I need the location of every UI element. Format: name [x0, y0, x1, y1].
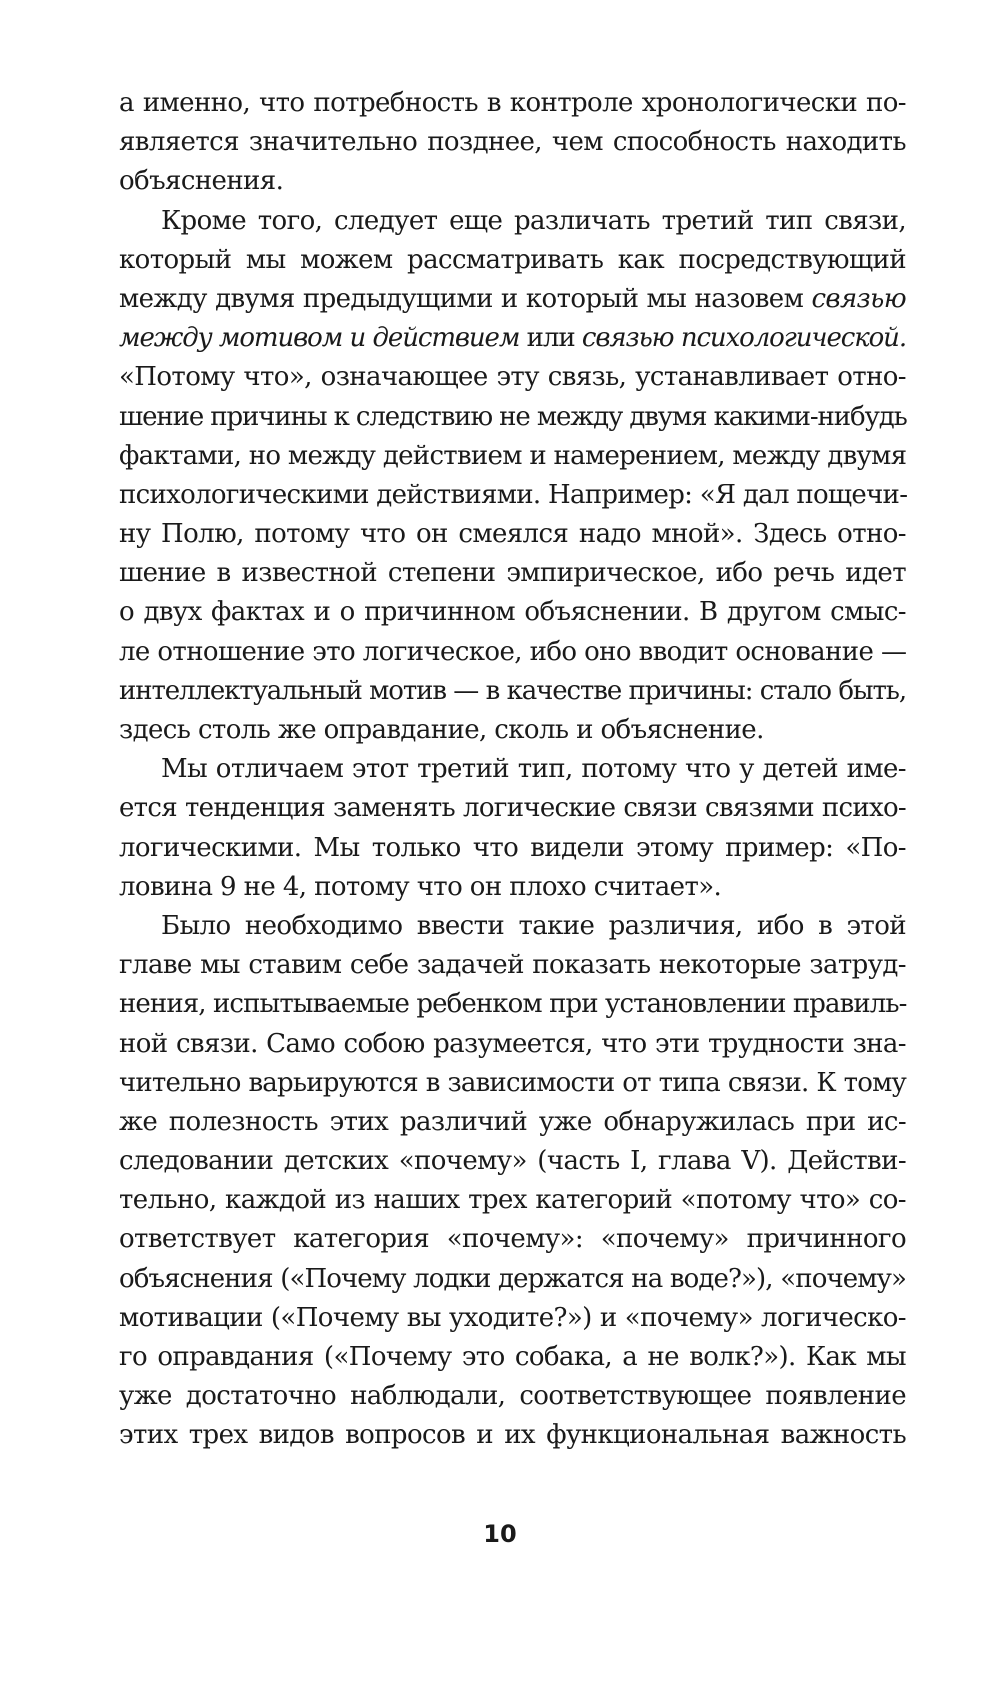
text-line: ну Полю, потому что он смеялся надо мной». Здесь отно-	[119, 519, 906, 550]
text-line: нения, испытываемые ребенком при установлении правиль-	[119, 989, 907, 1020]
text-line: объяснения.	[119, 166, 284, 197]
text-line: уже достаточно наблюдали, соответствующее появление	[119, 1381, 906, 1412]
text-line: главе мы ставим себе задачей показать некоторые затруд-	[119, 950, 906, 981]
text-line: тельно, каждой из наших трех категорий «потому что» со-	[119, 1185, 906, 1216]
text-line: же полезность этих различий уже обнаружилась при ис-	[119, 1106, 906, 1137]
text-line: ответствует категория «почему»: «почему» причинного	[119, 1224, 906, 1255]
text-line: ловина 9 не 4, потому что он плохо считает».	[119, 871, 722, 902]
text-line: является значительно позднее, чем способность находить	[119, 127, 906, 158]
text-line: мотивации («Почему вы уходите?») и «почему» логическо-	[119, 1302, 906, 1333]
text-line: о двух фактах и о причинном объяснении. В другом смыс-	[119, 597, 906, 628]
text-line: а именно, что потребность в контроле хронологически по-	[119, 88, 906, 118]
text-line: ле отношение это логическое, ибо оно вводит основание —	[119, 636, 907, 667]
text-line: логическими. Мы только что видели этому пример: «По-	[119, 832, 906, 863]
text-line: объяснения («Почему лодки держатся на воде?»), «почему»	[119, 1263, 906, 1294]
text-line: этих трех видов вопросов и их функциональная важность	[119, 1420, 906, 1451]
text-line: здесь столь же оправдание, сколь и объяснение.	[119, 715, 764, 745]
text-line: «Потому что», означающее эту связь, устанавливает отно-	[119, 362, 906, 393]
text-line: фактами, но между действием и намерением, между двумя	[119, 440, 907, 471]
text-line: го оправдания («Почему это собака, а не волк?»). Как мы	[119, 1342, 906, 1372]
text-line: Мы отличаем этот третий тип, потому что у детей име-	[161, 754, 906, 785]
text-line: Было необходимо ввести такие различия, ибо в этой	[161, 910, 906, 941]
body-text	[119, 84, 906, 1456]
text-line: интеллектуальный мотив — в качестве причины: стало быть,	[119, 675, 906, 706]
text-line: шение причины к следствию не между двумя какими-нибудь	[119, 401, 907, 432]
text-line: который мы можем рассматривать как посредствующий	[119, 244, 906, 275]
text-line: между мотивом и действием или связью психологической.	[119, 323, 906, 354]
text-line: ется тенденция заменять логические связи связями психо-	[119, 793, 906, 824]
text-line: следовании детских «почему» (часть I, глава V). Действи-	[119, 1146, 906, 1177]
text-line: психологическими действиями. Например: «Я дал пощечи-	[119, 479, 908, 510]
text-line: между двумя предыдущими и который мы назовем связью	[119, 283, 906, 314]
text-line: ной связи. Само собою разумеется, что эти трудности зна-	[119, 1028, 906, 1059]
text-line: чительно варьируются в зависимости от типа связи. К тому	[119, 1067, 906, 1098]
text-line: Кроме того, следует еще различать третий тип связи,	[161, 205, 906, 236]
page-number: 10	[483, 1520, 517, 1548]
text-line: шение в известной степени эмпирическое, ибо речь идет	[119, 558, 906, 589]
